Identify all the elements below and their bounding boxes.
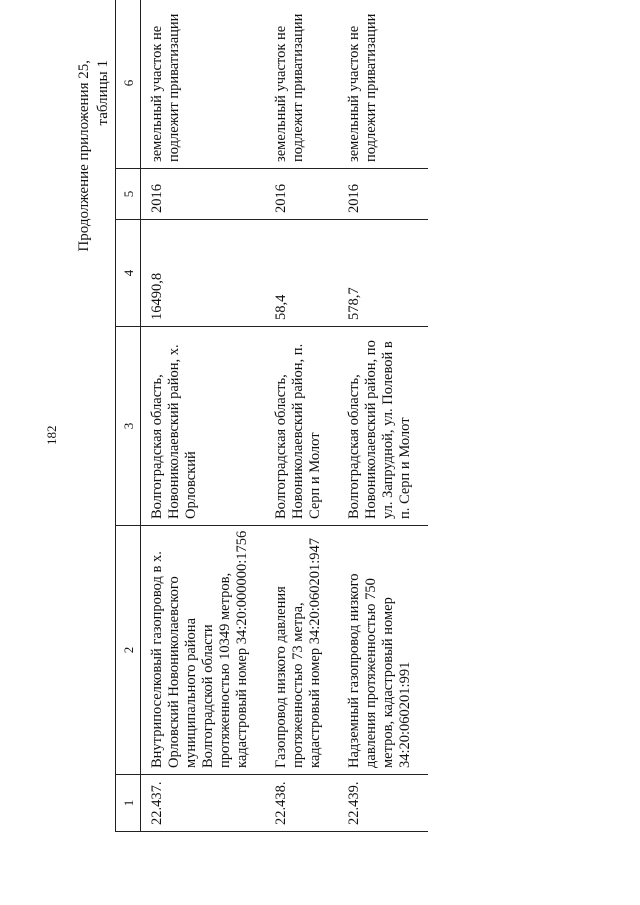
object-note: земельный участок не подлежит приватизации [338,0,428,169]
object-year: 2016 [265,169,338,220]
object-address: Волгоградская область, Новониколаевский район, х. Орловский [141,327,266,526]
object-year: 2016 [141,169,266,220]
header-col-1: 1 [116,775,141,832]
row-number: 22.438. [265,775,338,832]
header-col-5: 5 [116,169,141,220]
page-number: 182 [44,425,59,445]
object-note: земельный участок не подлежит приватизации [265,0,338,169]
table-header-row [116,0,141,832]
object-name: Внутрипоселковый газопровод в х. Орловский Новониколаевского муниципального района Волгоградской области протяженностью 10349 метров, кадастровый номер 34:20:000000:1756 [141,526,266,775]
object-note: земельный участок не подлежит приватизации [141,0,266,169]
continuation-line-2: таблицы 1 [95,60,111,126]
table-row [338,0,428,832]
continuation-line-1: Продолжение приложения 25, [76,60,92,252]
row-number: 22.437. [141,775,266,832]
object-value: 578,7 [338,220,428,327]
row-number: 22.439. [338,775,428,832]
table-row [265,0,338,832]
object-name: Газопровод низкого давления протяженностью 73 метра, кадастровый номер 34:20:060201:947 [265,526,338,775]
property-table [115,0,428,832]
object-address: Волгоградская область, Новониколаевский район, п. Серп и Молот [265,327,338,526]
header-col-3: 3 [116,327,141,526]
continuation-note [75,60,113,252]
header-col-4: 4 [116,220,141,327]
header-col-6: 6 [116,0,141,169]
object-name: Надземный газопровод низкого давления протяженностью 750 метров, кадастровый номер 34:20:060201:991 [338,526,428,775]
table-row [141,0,266,832]
object-value: 16490,8 [141,220,266,327]
object-value: 58,4 [265,220,338,327]
landscape-page [76,13,585,832]
object-year: 2016 [338,169,428,220]
object-address: Волгоградская область, Новониколаевский район, по ул. Запрудной, ул. Полевой в п. Серп и Молот [338,327,428,526]
header-col-2: 2 [116,526,141,775]
